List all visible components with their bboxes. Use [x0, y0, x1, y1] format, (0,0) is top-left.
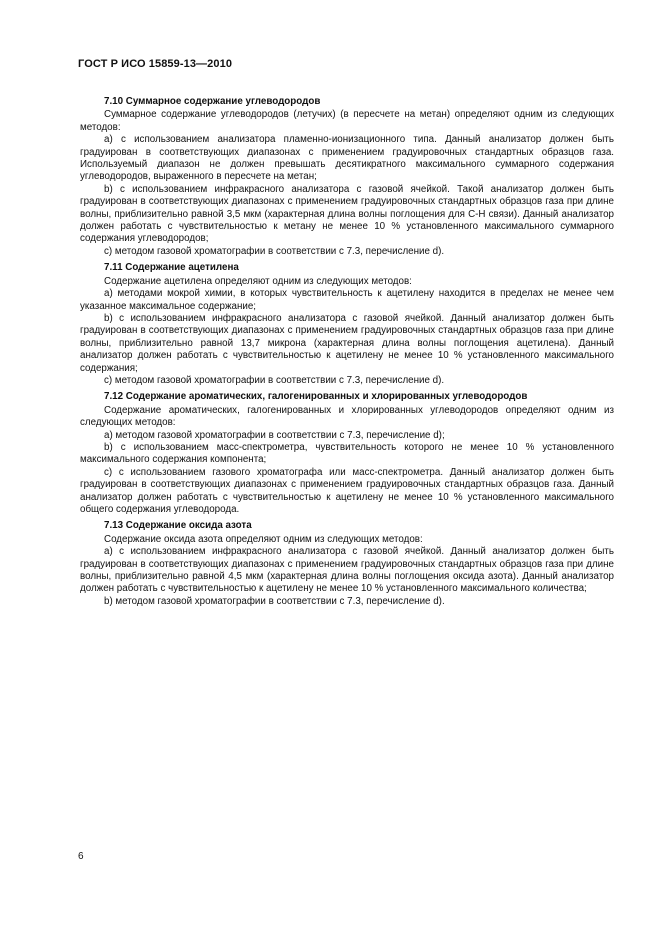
list-item: c) с использованием газового хроматографа или масс-спектрометра. Данный анализатор должен быть градуирован в соответствующих диапазонах с применением градуировочных стандартных образцов газа. Данный анализатор должен работать с чувствительностью к ацетилену не менее 10 % установленного максимального общего содержания углеводорода. — [80, 466, 614, 515]
list-item: b) методом газовой хроматографии в соответствии с 7.3, перечисление d). — [104, 595, 445, 607]
list-item: b) с использованием инфракрасного анализатора с газовой ячейкой. Данный анализатор должен быть градуирован в соответствующих диапазонах с применением градуировочных стандартных образцов газа при длине волны, приблизительно равной 13,7 микрона (характерная длина волны поглощения ацетилена). Данный анализатор должен работать с чувствительностью к ацетилену не менее 10 % установленного максимального содержания; — [80, 312, 614, 374]
section-heading-7-13: 7.13 Содержание оксида азота — [104, 520, 252, 532]
section-heading-7-11: 7.11 Содержание ацетилена — [104, 262, 239, 274]
list-item: c) методом газовой хроматографии в соответствии с 7.3, перечисление d). — [104, 245, 445, 257]
document-body — [80, 96, 614, 608]
paragraph: Суммарное содержание углеводородов (летучих) (в пересчете на метан) определяют одним из следующих методов: — [80, 109, 614, 133]
list-item: b) с использованием инфракрасного анализатора с газовой ячейкой. Такой анализатор должен быть градуирован в соответствующих диапазонах с применением градуировочных стандартных образцов газа при длине волны, приблизительно равной 3,5 мкм (характерная длина волны поглощения для C-H связи). Данный анализатор должен работать с чувствительностью к метану не менее 10 % установленного максимального суммарного содержания углеводородов; — [80, 183, 614, 245]
section-heading-7-12: 7.12 Содержание ароматических, галогенированных и хлорированных углеводородов — [104, 391, 528, 403]
list-item: a) с использованием анализатора пламенно-ионизационного типа. Данный анализатор должен быть градуирован в соответствующих диапазонах с применением градуировочных стандартных образцов газа. Используемый диапазон не должен превышать десятикратного максимального суммарного содержания углеводородов, выраженного в пересчете на метан; — [80, 134, 614, 183]
section-heading-7-10: 7.10 Суммарное содержание углеводородов — [104, 96, 321, 107]
document-header: ГОСТ Р ИСО 15859-13—2010 — [78, 58, 233, 70]
list-item: a) с использованием инфракрасного анализатора с газовой ячейкой. Данный анализатор должен быть градуирован в соответствующих диапазонах с применением градуировочных стандартных образцов газа при длине волны, приблизительно равной 4,5 мкм (характерная длина волны поглощения оксида азота). Данный анализатор должен работать с чувствительностью к ацетилену не менее 10 % установленного максимального количества; — [80, 546, 614, 595]
list-item: a) методами мокрой химии, в которых чувствительность к ацетилену находится в пределах не менее чем указанное максимальное содержание; — [80, 288, 614, 312]
page-number: 6 — [78, 851, 84, 862]
paragraph: Содержание ароматических, галогенированных и хлорированных углеводородов определяют одним из следующих методов: — [80, 404, 614, 429]
list-item: a) методом газовой хроматографии в соответствии с 7.3, перечисление d); — [104, 429, 445, 441]
list-item: b) с использованием масс-спектрометра, чувствительность которого не менее 10 % установленного максимального содержания компонента; — [80, 441, 614, 466]
list-item: c) методом газовой хроматографии в соответствии с 7.3, перечисление d). — [104, 374, 445, 386]
paragraph: Содержание оксида азота определяют одним из следующих методов: — [104, 533, 423, 545]
paragraph: Содержание ацетилена определяют одним из следующих методов: — [104, 275, 412, 287]
